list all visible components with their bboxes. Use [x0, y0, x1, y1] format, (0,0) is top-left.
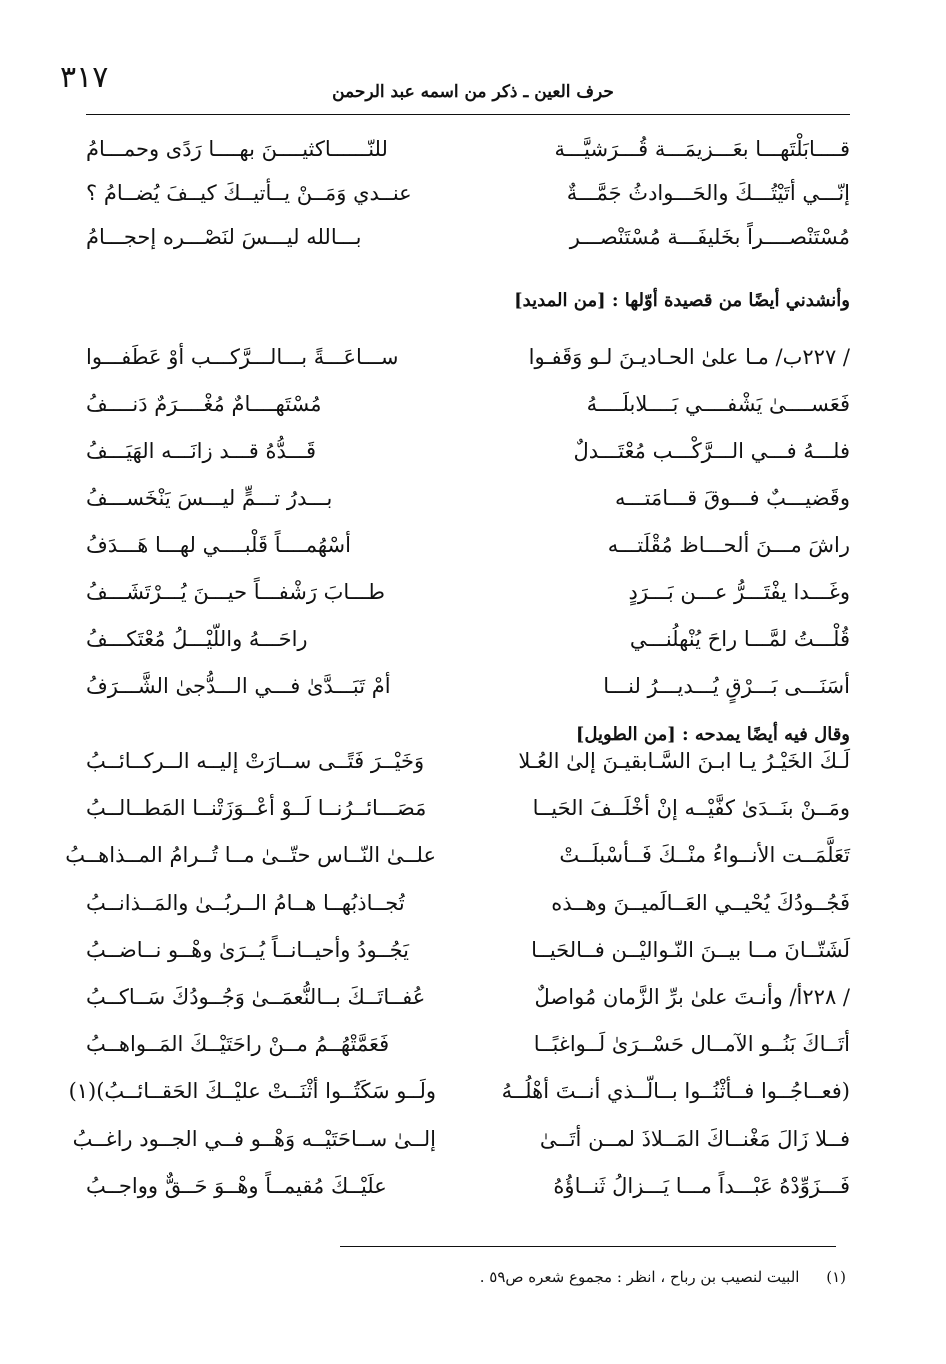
second-hemistich: عنــدي وَمَــنْ يــأتيــكَ كيــفَ يُضــامُ ؟ — [86, 181, 412, 205]
first-hemistich: فلـــهُ فـــي الـــرَّكْـــب مُعْتَـــدلٌ — [573, 439, 850, 463]
second-hemistich: علَيْــكَ مُقيمــاً وهْــوَ حَــقٌّ وواجــبُ — [86, 1173, 387, 1198]
first-hemistich: تَعَلَّمَــت الأنــواءُ منْــكَ فَــأسْبلَــتْ — [559, 843, 850, 868]
first-hemistich: راشَ مـــنَ ألحـــاظ مُقْلَتـــه — [607, 533, 850, 557]
second-hemistich: وَخَيْــرَ فَتًــى ســارَتْ إليــه الــركــائــبُ — [86, 749, 425, 773]
first-hemistich: فَعَســــىٰ يَشْفــــي بَــــلابلَــــهُ — [586, 392, 850, 416]
first-hemistich: وغَـــدا يفْتَـــرُّ عـــن بَـــرَدٍ — [628, 580, 850, 604]
second-hemistich: بـــالله ليـــسَ لنَصْـــره إحجـــامُ — [86, 225, 362, 249]
footnote-rule — [340, 1246, 836, 1247]
verse-line — [86, 170, 850, 214]
first-hemistich: قُلْـــتُ لمَّـــا راحَ يُنْهلُنـــي — [629, 627, 850, 651]
first-hemistich: (فعــاجُــوا فــأثْنُــوا بــالّــذي أنــتَ أهْلُــهُ — [501, 1079, 850, 1104]
second-hemistich: ســـاعَـــةً بـــالـــرَّكـــب أوْ عَطَفـــوا — [86, 345, 399, 369]
verse-line — [86, 569, 850, 616]
page-number: ٣١٧ — [60, 60, 109, 95]
poem-block — [86, 334, 850, 710]
verse-line — [86, 214, 850, 258]
verse-line — [72, 1116, 850, 1163]
second-hemistich: ولَــو سَكَتُــوا أثْنَــتْ عليْــكَ الحَقــائــبُ)(١) — [68, 1079, 436, 1104]
verse-line — [86, 428, 850, 475]
first-hemistich: إنّـــي أتَيْتُـــكَ والحَـــوادثُ جَمَّـــةٌ — [566, 181, 850, 205]
verse-line — [86, 126, 850, 170]
verse-line — [86, 1021, 850, 1068]
verse-line — [86, 974, 850, 1021]
first-hemistich: لَـكَ الخَيْـرُ يـا ابـنَ السَّـابقيـنَ إلىٰ العُـلا — [518, 749, 850, 773]
first-hemistich: / ٢٢٧ب/ مـا علىٰ الحـاديـنَ لـو وَقَفـوا — [528, 345, 850, 369]
first-hemistich: فَجُــودُكَ يُحْيــي العَــالَميــنَ وهــذه — [551, 890, 850, 915]
verse-line — [86, 616, 850, 663]
second-hemistich: أسْهُمــــاً قَلْبــــي لهـــا هَـــدَفُ — [86, 533, 351, 557]
verse-line — [86, 785, 850, 832]
verse-line — [65, 832, 850, 879]
second-hemistich: إلــىٰ ســاحَتَيْــه وَهْــو فــي الجــود راغــبُ — [72, 1126, 436, 1151]
verse-line — [86, 1163, 850, 1210]
second-hemistich: علــىٰ النّــاس حتّــىٰ مــا تُــرامُ المــذاهــبُ — [65, 843, 436, 868]
verse-line — [86, 334, 850, 381]
second-hemistich: راحَـــهُ واللّيْـــلُ مُعْتَكـــفُ — [86, 627, 308, 651]
header-rule — [86, 114, 850, 115]
verse-line — [86, 738, 850, 785]
first-hemistich: فــلا زَالَ مَغْنــاكَ المَــلاذَ لمــن أتَــىٰ — [539, 1126, 850, 1151]
poem-block — [86, 126, 850, 258]
verse-line — [86, 522, 850, 569]
second-hemistich: قَـــدُّهُ قـــد زانَـــه الهَيَـــفُ — [86, 439, 317, 463]
first-hemistich: فَـــزَوِّدْهُ عَبْـــداً مـــا يَـــزالُ ثَنــاؤُهُ — [553, 1173, 850, 1198]
first-hemistich: لَشَتّــانَ مــا بيــنَ النّـواليْــن فــالحَيــا — [531, 937, 850, 962]
verse-line — [86, 663, 850, 710]
footnote — [480, 1268, 846, 1286]
second-hemistich: مُسْتَهــــامٌ مُغْــــرَمٌ دَنــــفُ — [86, 392, 322, 416]
footnote-text: البيت لنصيب بن رباح ، انظر : مجموع شعره ص٥٩ . — [479, 1268, 800, 1286]
second-hemistich: فَعَمَّتْهُــمُ مــنْ راحَتَيْــكَ المَــواهــبُ — [86, 1032, 390, 1057]
second-hemistich: عُفــاتَــكَ بــالنُّعمَــىٰ وَجُــودُكَ سَــاكــبُ — [86, 984, 426, 1009]
first-hemistich: أتَــاكَ بَنُــو الآمــال حَسْــرَىٰ لَــواغبًــا — [533, 1032, 850, 1057]
poem-intro: وأنشدني أيضًا من قصيدة أوّلها : [من المديد] — [514, 290, 850, 311]
verse-line — [68, 1068, 850, 1115]
second-hemistich: بـــدرُ تـــمٍّ ليـــسَ يَنْخَســـفُ — [86, 486, 333, 510]
footnote-number: (١) — [826, 1268, 846, 1286]
first-hemistich: مُسْتَنْصــــراً بخَليفَـــة مُسْتَنْصـــر — [569, 225, 850, 249]
first-hemistich: ومَــنْ بنَــدَىٰ كفَّيْــه إنْ أخْلَــفَ الحَيــا — [532, 796, 850, 821]
second-hemistich: مَصَـــائــرُنــا لَــوْ أعْــوَزَتْنــا المَطــالــبُ — [86, 796, 427, 821]
second-hemistich: أمْ تَبَـــدَّىٰ فـــي الـــدُّجىٰ الشَّـــرَفُ — [86, 674, 391, 698]
second-hemistich: للنّــــــاكثيــــنَ بهــــا رَدًى وحمـــامُ — [86, 137, 388, 161]
poem-intro: وقال فيه أيضًا يمدحه : [من الطويل] — [575, 724, 850, 745]
verse-line — [86, 381, 850, 428]
running-head: حرف العين ـ ذكر من اسمه عبد الرحمن — [332, 82, 614, 102]
first-hemistich: أسَنَـــى بَـــرْقٍ يُـــديـــرُ لنـــا — [603, 674, 850, 698]
first-hemistich: / ٢٢٨أ/ وأنـتَ علىٰ برِّ الزَّمان مُواصلٌ — [534, 984, 850, 1009]
verse-line — [86, 475, 850, 522]
second-hemistich: تُجــاذبُهــا هــامُ الــربُــىٰ والمَــذانــبُ — [86, 890, 405, 915]
second-hemistich: يَجُــودُ وأحيــانــاً يُــرَىٰ وهْــو نــاضــبُ — [86, 937, 409, 962]
verse-line — [86, 880, 850, 927]
second-hemistich: طـــابَ رَشْفـــاً حيـــنَ يُـــرْتَشَـــفُ — [86, 580, 386, 604]
verse-line — [86, 927, 850, 974]
poem-block — [65, 738, 850, 1210]
first-hemistich: قــــابَلْتَهـــا بعَـــزيمَـــة قُـــرَشيَّـــة — [554, 137, 850, 161]
first-hemistich: وقَضيـــبٌ فـــوقَ قـــامَتـــه — [615, 486, 850, 510]
